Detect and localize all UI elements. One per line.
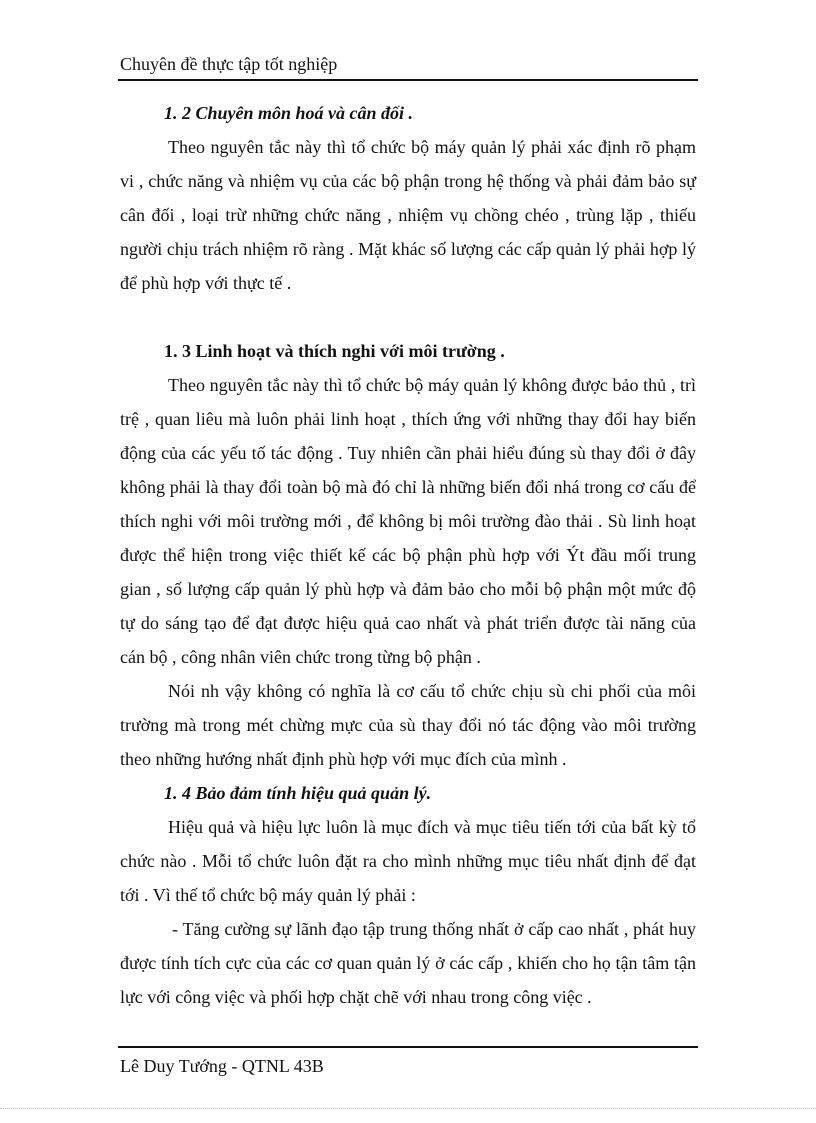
paragraph: Nói nh vậy không có nghĩa là cơ cấu tổ chức chịu sù chi phối của môi trường mà trong mét chừng mực của sù thay đổi nó tác động vào môi trường theo những hướng nhất định phù hợp với mục đích của mình . bbox=[120, 681, 696, 769]
bullet-paragraph: - Tăng cường sự lãnh đạo tập trung thống nhất ở cấp cao nhất , phát huy được tính tích cực của các cơ quan quản lý ở các cấp , khiến cho họ tận tâm tận lực với công việc và phối hợp chặt chẽ với nhau trong công việc . bbox=[120, 919, 696, 1007]
section-heading: 1. 2 Chuyên môn hoá và cân đối . bbox=[164, 103, 414, 123]
page-edge bbox=[0, 1108, 816, 1109]
paragraph: Theo nguyên tắc này thì tổ chức bộ máy quản lý không được bảo thủ , trì trệ , quan liêu mà luôn phải linh hoạt , thích ứng với những thay đổi hay biến động của các yếu tố tác động . Tuy nhiên cần phải hiểu đúng sù thay đổi ở đây không phải là thay đổi toàn bộ mà đó chỉ là những biến đổi nhá trong cơ cấu để thích nghi với môi trường mới , để không bị môi trường đào thải . Sù linh hoạt được thể hiện trong việc thiết kế các bộ phận phù hợp với Ýt đầu mối trung gian , số lượng cấp quản lý phù hợp và đảm bảo cho mỗi bộ phận một mức độ tự do sáng tạo để đạt được hiệu quả cao nhất và phát triển được tài năng của cán bộ , công nhân viên chức trong từng bộ phận . bbox=[120, 375, 696, 667]
paragraph: Hiệu quả và hiệu lực luôn là mục đích và mục tiêu tiến tới của bất kỳ tổ chức nào . Mỗi tổ chức luôn đặt ra cho mình những mục tiêu nhất định để đạt tới . Vì thế tổ chức bộ máy quản lý phải : bbox=[120, 817, 696, 905]
footer-rule bbox=[118, 1046, 698, 1048]
page-footer: Lê Duy Tướng - QTNL 43B bbox=[120, 1056, 324, 1076]
paragraph: Theo nguyên tắc này thì tổ chức bộ máy quản lý phải xác định rõ phạm vi , chức năng và nhiệm vụ của các bộ phận trong hệ thống và phải đảm bảo sự cân đối , loại trừ những chức năng , nhiệm vụ chồng chéo , trùng lặp , thiếu người chịu trách nhiệm rõ ràng . Mặt khác số lượng các cấp quản lý phải hợp lý để phù hợp với thực tế . bbox=[120, 137, 696, 293]
page-header: Chuyên đề thực tập tốt nghiệp bbox=[120, 54, 338, 74]
section-heading: 1. 4 Bảo đảm tính hiệu quả quản lý. bbox=[164, 783, 432, 803]
spacer bbox=[120, 300, 696, 334]
section-heading: 1. 3 Linh hoạt và thích nghi với môi trường . bbox=[164, 341, 505, 361]
document-body bbox=[120, 96, 696, 1014]
header-rule bbox=[118, 79, 698, 81]
